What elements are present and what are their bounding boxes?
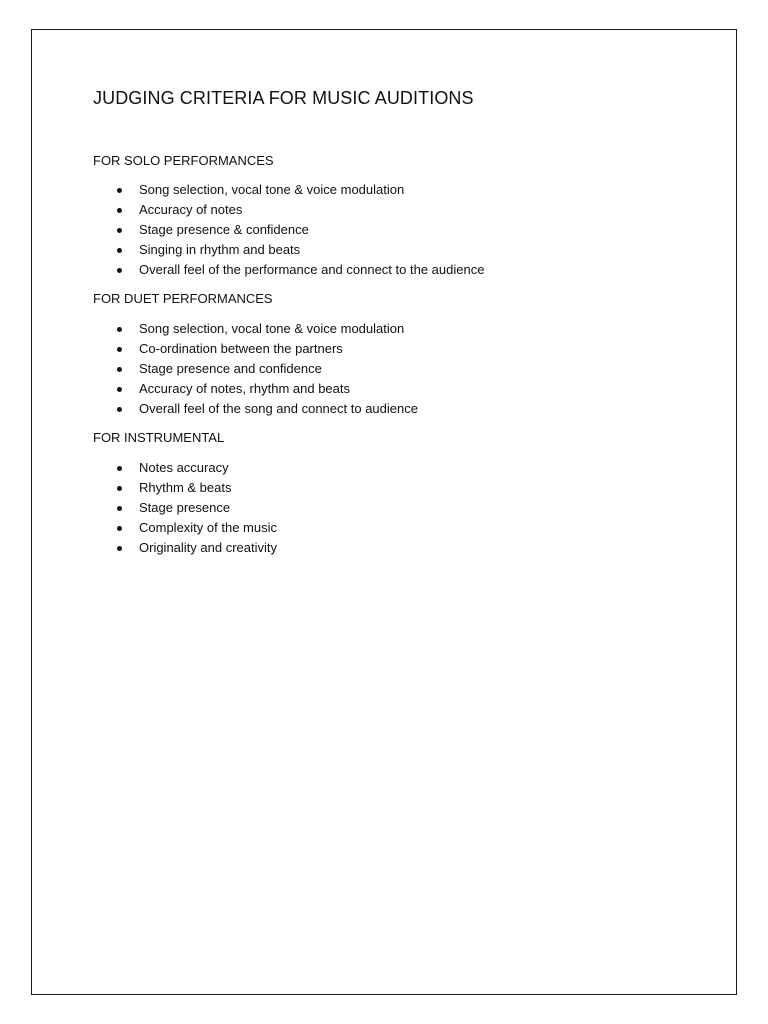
bullet-icon — [117, 367, 122, 372]
list-item-text: Stage presence — [139, 500, 231, 515]
list-item — [93, 458, 277, 478]
list-item-text: Song selection, vocal tone & voice modulation — [139, 182, 405, 197]
list-item — [93, 200, 484, 220]
bullet-icon — [117, 506, 122, 511]
list-item-text: Rhythm & beats — [139, 480, 232, 495]
section-heading-solo: FOR SOLO PERFORMANCES — [93, 153, 274, 168]
list-item-text: Overall feel of the performance and connect to the audience — [139, 262, 485, 277]
list-item-text: Singing in rhythm and beats — [139, 242, 301, 257]
bullet-icon — [117, 248, 122, 253]
list-item — [93, 518, 277, 538]
list-item-text: Co-ordination between the partners — [139, 341, 343, 356]
list-item-text: Accuracy of notes — [139, 202, 243, 217]
bullet-icon — [117, 466, 122, 471]
list-item-text: Song selection, vocal tone & voice modulation — [139, 321, 405, 336]
list-item — [93, 180, 484, 200]
section-heading-duet: FOR DUET PERFORMANCES — [93, 291, 273, 306]
list-item — [93, 538, 277, 558]
list-item — [93, 319, 418, 339]
duet-criteria-list — [93, 319, 418, 419]
section-heading-instrumental: FOR INSTRUMENTAL — [93, 430, 225, 445]
bullet-icon — [117, 546, 122, 551]
bullet-icon — [117, 228, 122, 233]
list-item-text: Stage presence and confidence — [139, 361, 322, 376]
list-item — [93, 220, 484, 240]
bullet-icon — [117, 407, 122, 412]
bullet-icon — [117, 268, 122, 273]
list-item — [93, 260, 484, 280]
list-item-text: Accuracy of notes, rhythm and beats — [139, 381, 350, 396]
list-item — [93, 478, 277, 498]
list-item-text: Stage presence & confidence — [139, 222, 309, 237]
list-item-text: Overall feel of the song and connect to audience — [139, 401, 418, 416]
bullet-icon — [117, 208, 122, 213]
list-item — [93, 498, 277, 518]
list-item-text: Notes accuracy — [139, 460, 229, 475]
bullet-icon — [117, 327, 122, 332]
list-item-text: Complexity of the music — [139, 520, 277, 535]
list-item — [93, 379, 418, 399]
bullet-icon — [117, 347, 122, 352]
list-item — [93, 399, 418, 419]
instrumental-criteria-list — [93, 458, 277, 558]
bullet-icon — [117, 486, 122, 491]
solo-criteria-list — [93, 180, 484, 280]
bullet-icon — [117, 188, 122, 193]
bullet-icon — [117, 387, 122, 392]
bullet-icon — [117, 526, 122, 531]
list-item — [93, 240, 484, 260]
document-title: JUDGING CRITERIA FOR MUSIC AUDITIONS — [93, 88, 474, 108]
list-item — [93, 359, 418, 379]
list-item-text: Originality and creativity — [139, 540, 277, 555]
list-item — [93, 339, 418, 359]
